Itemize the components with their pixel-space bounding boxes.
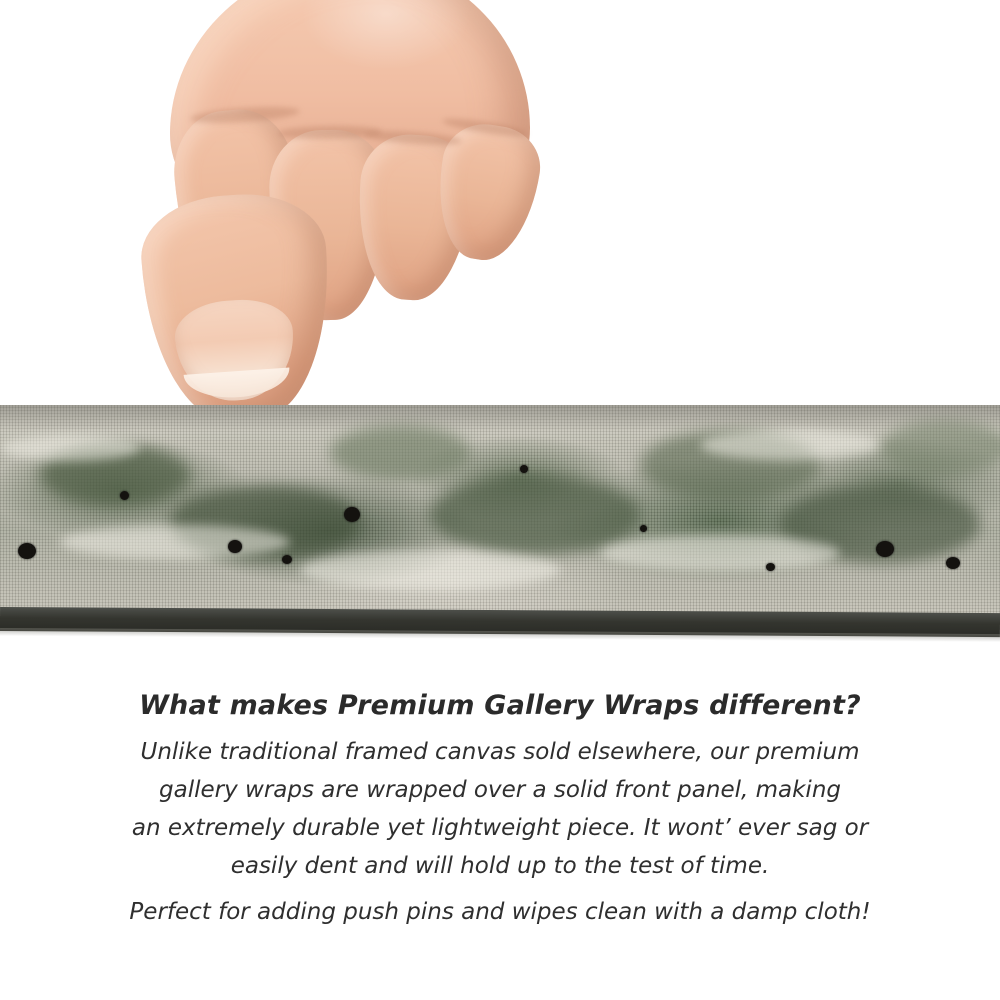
canvas-edge-strip: [0, 405, 1000, 615]
texture-dot: [876, 541, 894, 557]
texture-dot: [18, 543, 36, 559]
caption-line-2: gallery wraps are wrapped over a solid front panel, making: [159, 777, 841, 803]
thumb: [137, 189, 337, 426]
texture-dot: [520, 465, 528, 473]
caption-line-1: Unlike traditional framed canvas sold elsewhere, our premium: [140, 739, 860, 765]
light-streak: [60, 525, 290, 559]
paint-splotch: [880, 420, 1000, 475]
hand-pressing-canvas: [150, 0, 550, 440]
caption-title: What makes Premium Gallery Wraps different?: [139, 690, 861, 721]
texture-dot: [228, 540, 242, 553]
texture-dot: [766, 563, 775, 571]
caption-line-3: an extremely durable yet lightweight piece. It wont’ ever sag or: [131, 815, 869, 841]
caption-closing-line: Perfect for adding push pins and wipes clean with a damp cloth!: [129, 899, 871, 925]
texture-dot: [640, 525, 647, 532]
texture-dot: [344, 507, 360, 522]
paint-splotch: [330, 425, 470, 480]
caption-block: [0, 690, 1000, 931]
canvas-top-shadow: [0, 405, 1000, 431]
texture-dot: [946, 557, 960, 569]
light-streak: [700, 430, 880, 460]
light-streak: [300, 550, 560, 590]
texture-dot: [282, 555, 292, 564]
texture-dot: [120, 491, 129, 500]
paint-splotch: [430, 475, 640, 555]
light-streak: [600, 535, 840, 571]
caption-line-4: easily dent and will hold up to the test of time.: [230, 853, 770, 879]
light-streak: [0, 435, 140, 461]
